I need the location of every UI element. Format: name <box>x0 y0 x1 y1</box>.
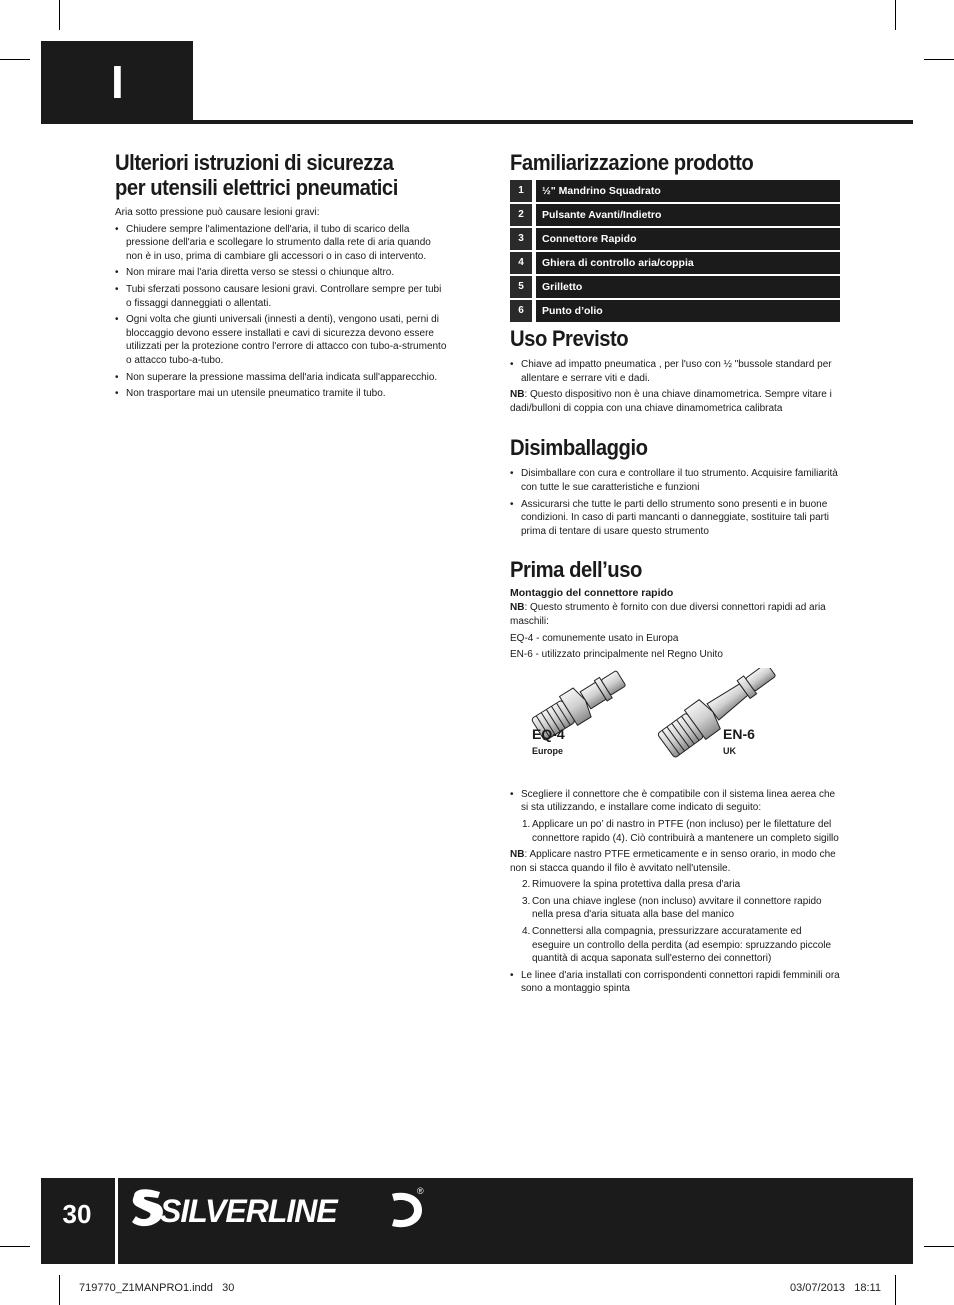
list-item: • Disimballare con cura e controllare il tuo strumento. Acquisire familiarità con tutte le sue caratteristiche e funzioni <box>510 467 840 494</box>
step-item <box>522 895 840 922</box>
part-number: 2 <box>510 204 532 226</box>
uso-note <box>510 388 840 415</box>
familiar-title: Familiarizzazione prodotto <box>510 150 754 175</box>
part-row <box>510 276 840 298</box>
install-steps <box>522 818 840 845</box>
safety-intro: Aria sotto pressione può causare lesioni gravi: <box>115 207 320 218</box>
silverline-logo <box>130 1186 430 1234</box>
nb-label: NB <box>510 849 525 861</box>
uso-list <box>510 358 840 385</box>
footer-divider <box>115 1178 118 1264</box>
crop-mark <box>0 59 30 60</box>
en6-connector-icon <box>655 668 781 761</box>
nb-text: : Questo strumento è fornito con due diversi connettori rapidi ad aria maschili: <box>510 602 826 627</box>
part-label: Ghiera di controllo aria/coppia <box>536 252 840 274</box>
list-item: • Chiave ad impatto pneumatica , per l'uso con ½ "bussole standard per allentare e serrare viti e dadi. <box>510 358 840 385</box>
parts-list <box>510 180 840 322</box>
final-list <box>510 969 840 996</box>
part-label: Grilletto <box>536 276 840 298</box>
safety-list <box>115 223 447 401</box>
nb-label: NB <box>510 602 525 614</box>
part-row <box>510 180 840 202</box>
prima-title: Prima dell’uso <box>510 557 642 583</box>
step-number: 1. <box>522 818 531 830</box>
list-item: • Non mirare mai l'aria diretta verso se stessi o chiunque altro. <box>115 266 447 280</box>
list-item: • Non trasportare mai un utensile pneumatico tramite il tubo. <box>115 387 447 401</box>
prima-note <box>510 601 840 628</box>
part-number: 6 <box>510 300 532 322</box>
crop-mark <box>924 59 954 60</box>
crop-mark <box>0 1246 30 1247</box>
list-item: • Non superare la pressione massima dell'aria indicata sull'apparecchio. <box>115 371 447 385</box>
right-column <box>510 150 840 999</box>
part-row <box>510 228 840 250</box>
list-item: • Tubi sferzati possono causare lesioni gravi. Controllare sempre per tubi o fissaggi danneggiati o allentati. <box>115 283 447 310</box>
step-number: 3. <box>522 895 531 907</box>
connector-figure <box>510 668 840 778</box>
en6-label: EN-6 <box>723 725 755 742</box>
part-row <box>510 252 840 274</box>
step-text: Con una chiave inglese (non incluso) avvitare il connettore rapido nella presa d'aria situata alla base del manico <box>532 895 822 921</box>
step-text: Applicare un po’ di nastro in PTFE (non incluso) per le filettature del connettore rapido (4). Ciò contribuirà a mantenere un completo sigillo <box>532 818 839 844</box>
step-text: Connettersi alla compagnia, pressurizzare accuratamente ed eseguire un controllo della perdita (ad esempio: spruzzando piccole quantità di acqua saponata sull'esterno dei connettori) <box>532 926 832 965</box>
part-row <box>510 300 840 322</box>
safety-title <box>115 150 420 200</box>
list-item: • Ogni volta che giunti universali (innesti a denti), vengono usati, perni di bloccaggio devono essere installati e cavi di sicurezza devono essere utilizzati per la protezione contro l'errore di attacco con tubo-a-strumento o attacco tubo-a-tubo. <box>115 313 447 367</box>
page-number: 30 <box>62 1199 92 1229</box>
nb-text: : Questo dispositivo non è una chiave dinamometrica. Sempre vitare i dadi/bulloni di coppia con una chiave dinamometrica calibrata <box>510 389 832 414</box>
disimb-list <box>510 467 840 538</box>
nb-text: : Applicare nastro PTFE ermeticamente e in senso orario, in modo che non si stacca quando il filo è avvitato nell'utensile. <box>510 849 836 874</box>
eq4-label: EQ-4 <box>532 725 565 742</box>
crop-mark <box>895 1275 896 1305</box>
crop-mark <box>924 1246 954 1247</box>
part-number: 3 <box>510 228 532 250</box>
part-label: Punto d’olio <box>536 300 840 322</box>
en6-line: EN-6 - utilizzato principalmente nel Regno Unito <box>510 649 723 661</box>
safety-title-line1: Ulteriori istruzioni di sicurezza <box>115 150 394 175</box>
part-label: Pulsante Avanti/Indietro <box>536 204 840 226</box>
install-steps <box>522 878 840 966</box>
header-rule <box>41 120 913 124</box>
eq4-line: EQ-4 - comunemente usato in Europa <box>510 632 679 644</box>
part-number: 1 <box>510 180 532 202</box>
nb-label: NB <box>510 389 525 401</box>
ptfe-note <box>510 848 840 875</box>
prima-subtitle: Montaggio del connettore rapido <box>510 587 674 600</box>
list-item: • Le linee d'aria installati con corrispondenti connettori rapidi femminili ora sono a montaggio spinta <box>510 969 840 996</box>
crop-mark <box>59 1275 60 1305</box>
part-number: 5 <box>510 276 532 298</box>
list-item: • Assicurarsi che tutte le parti dello strumento sono presenti e in buone condizioni. In caso di parti mancanti o danneggiate, sostituire tali parti prima di tentare di usare questo strumento <box>510 498 840 539</box>
date-slug: 03/07/2013 18:11 <box>790 1282 881 1294</box>
crop-mark <box>895 0 896 30</box>
registered-mark: ® <box>417 1186 424 1196</box>
file-slug: 719770_Z1MANPRO1.indd 30 <box>79 1282 235 1294</box>
step-item <box>522 818 840 845</box>
disimb-title: Disimballaggio <box>510 435 648 461</box>
part-label: Connettore Rapido <box>536 228 840 250</box>
language-tab: I <box>41 41 193 123</box>
connectors-illustration <box>510 668 840 778</box>
step-item <box>522 925 840 966</box>
step-text: Rimuovere la spina protettiva dalla presa d'aria <box>532 879 741 891</box>
en6-region: UK <box>723 745 736 756</box>
list-item: • Scegliere il connettore che è compatibile con il sistema linea aerea che si sta utilizzando, e installare come indicato di seguito: <box>510 788 840 815</box>
part-row <box>510 204 840 226</box>
brand-wordmark: SILVERLINE <box>160 1193 337 1229</box>
step-item <box>522 878 840 892</box>
list-item: • Chiudere sempre l'alimentazione dell'aria, il tubo di scarico della pressione dell'aria e scollegare lo strumento dalla rete di aria quando non è in uso, prima di cambiare gli accessori o in caso di intervento. <box>115 223 447 264</box>
step-number: 2. <box>522 879 531 891</box>
uso-title: Uso Previsto <box>510 326 629 351</box>
crop-mark <box>59 0 60 30</box>
step-number: 4. <box>522 926 531 938</box>
safety-title-line2: per utensili elettrici pneumatici <box>115 175 398 200</box>
install-list <box>510 788 840 815</box>
part-label: ½" Mandrino Squadrato <box>536 180 840 202</box>
safety-section <box>115 150 447 404</box>
part-number: 4 <box>510 252 532 274</box>
eq4-region: Europe <box>532 745 564 756</box>
